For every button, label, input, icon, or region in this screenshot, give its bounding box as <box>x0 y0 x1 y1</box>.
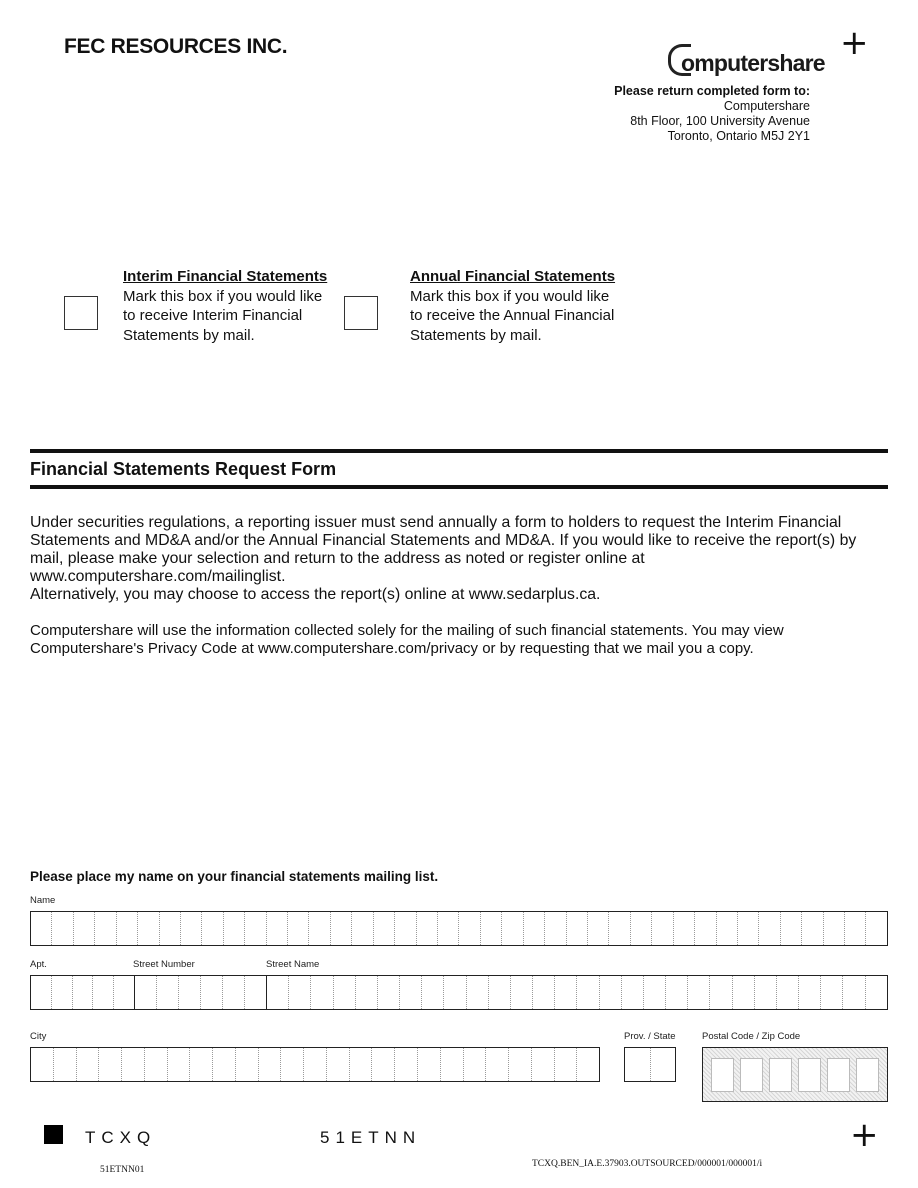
interim-statements-checkbox[interactable] <box>64 296 98 330</box>
return-address <box>614 84 810 144</box>
return-address-line: Toronto, Ontario M5J 2Y1 <box>667 129 810 143</box>
annual-option <box>410 267 625 345</box>
apt-field[interactable] <box>31 976 134 1009</box>
registration-square-icon <box>44 1125 63 1144</box>
address-row <box>30 975 888 1010</box>
computershare-logo <box>668 44 825 77</box>
interim-option-title: Interim Financial Statements <box>123 268 328 285</box>
small-code: 51ETNN01 <box>100 1165 145 1175</box>
name-label: Name <box>30 895 56 906</box>
privacy-paragraph: Computershare will use the information collected solely for the mailing of such financial statements. You may view Computershare's Privacy Code at www.computershare.com/privacy or by requesting that we mail you a copy. <box>30 622 784 657</box>
street-number-field[interactable] <box>134 976 266 1009</box>
job-reference: TCXQ.BEN_IA.E.37903.OUTSOURCED/000001/000001/i <box>532 1159 763 1169</box>
interim-option <box>123 267 338 345</box>
divider <box>30 485 888 489</box>
instructions-paragraph: Under securities regulations, a reporting issuer must send annually a form to holders to request the Interim Financial Statements and MD&A and/or the Annual Financial Statements and MD&A. If you would like to receive the report(s) by mail, please make your selection and return to the address as noted or register online at www.computershare.com/mailinglist. <box>30 514 857 585</box>
crop-mark-icon: + <box>840 23 869 63</box>
city-label: City <box>30 1031 47 1042</box>
company-name: FEC RESOURCES INC. <box>64 35 288 58</box>
return-address-heading: Please return completed form to: <box>614 84 810 98</box>
street-name-label: Street Name <box>266 959 320 970</box>
postal-code-label: Postal Code / Zip Code <box>702 1031 801 1042</box>
interim-option-text: Mark this box if you would like to receive Interim Financial Statements by mail. <box>123 287 323 344</box>
divider <box>30 449 888 453</box>
document-code: TCXQ <box>85 1128 157 1147</box>
annual-statements-checkbox[interactable] <box>344 296 378 330</box>
prov-state-label: Prov. / State <box>624 1031 676 1042</box>
name-field[interactable] <box>30 911 888 946</box>
return-address-line: Computershare <box>723 99 810 113</box>
apt-label: Apt. <box>30 959 47 970</box>
crop-mark-icon: + <box>850 1115 879 1155</box>
mailing-list-heading: Please place my name on your financial statements mailing list. <box>30 869 439 884</box>
return-address-line: 8th Floor, 100 University Avenue <box>630 114 810 128</box>
street-number-label: Street Number <box>133 959 195 970</box>
online-access-paragraph: Alternatively, you may choose to access the report(s) online at www.sedarplus.ca. <box>30 586 601 603</box>
logo-text: omputershare <box>681 50 825 76</box>
prov-state-field[interactable] <box>624 1047 676 1082</box>
annual-option-text: Mark this box if you would like to receive the Annual Financial Statements by mail. <box>410 287 615 344</box>
holder-code: 51ETNN <box>320 1128 422 1147</box>
annual-option-title: Annual Financial Statements <box>410 268 616 285</box>
street-name-field[interactable] <box>266 976 887 1009</box>
form-title: Financial Statements Request Form <box>30 459 337 479</box>
city-field[interactable] <box>30 1047 600 1082</box>
postal-code-field[interactable] <box>702 1047 888 1102</box>
